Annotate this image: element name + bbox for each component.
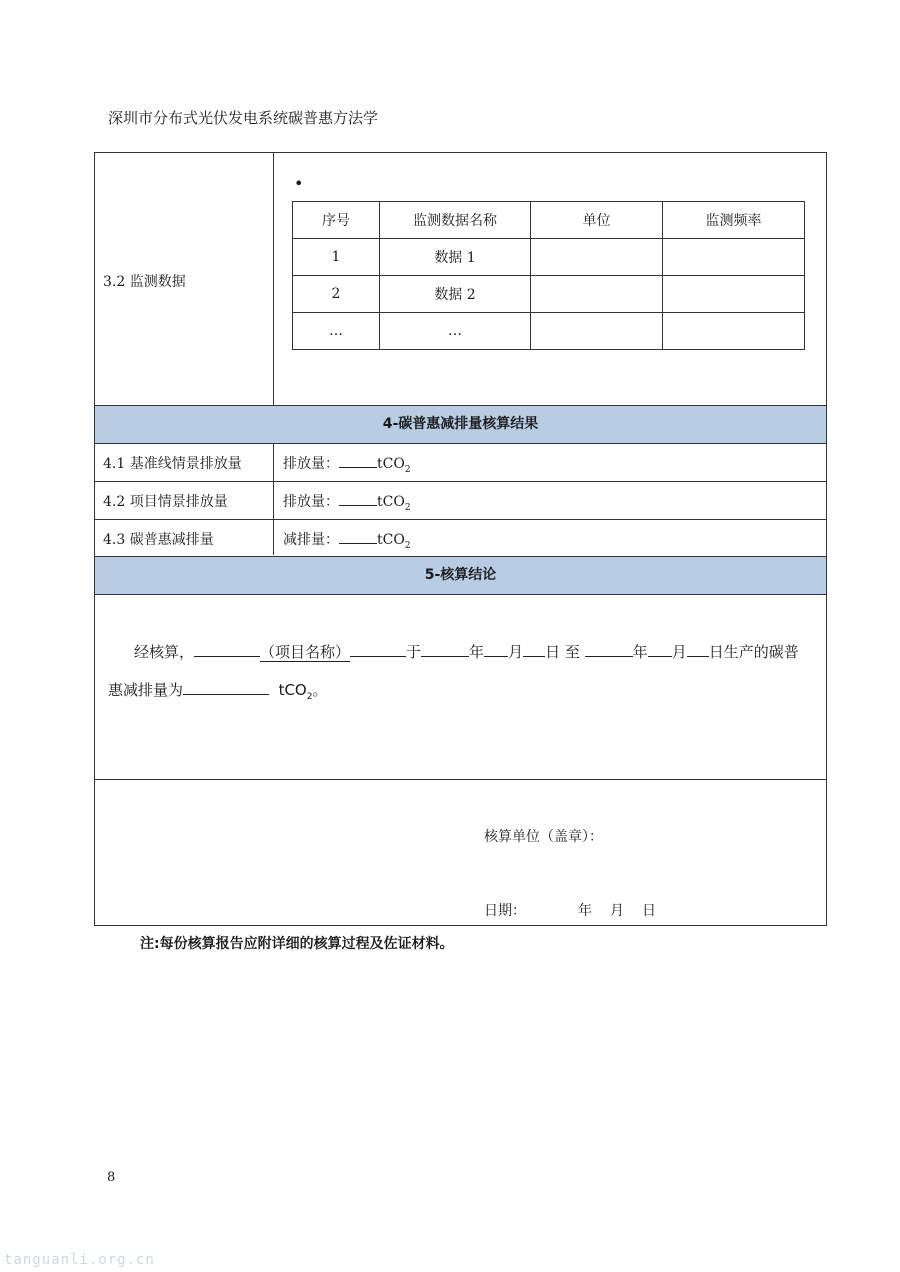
divider: [95, 481, 826, 482]
row-4-2-value: [283, 491, 411, 513]
text: 月: [508, 643, 524, 661]
unit: tCO: [377, 456, 405, 472]
signing-unit-label: 核算单位（盖章）：: [484, 829, 603, 845]
divider: [95, 594, 826, 595]
divider: [95, 405, 826, 406]
section-4-header: 4-碳普惠减排量核算结果: [95, 405, 826, 443]
header-cell: 序号: [293, 202, 380, 239]
table-cell: [663, 313, 805, 350]
unit-subscript: 2: [404, 540, 411, 551]
table-row: [293, 276, 805, 313]
section-3-2-label: 3.2 监测数据: [103, 274, 186, 290]
text: 月: [671, 643, 687, 661]
text: 至: [564, 643, 580, 661]
text: 年: [469, 643, 485, 661]
table-cell: …: [293, 313, 380, 350]
text: 年: [632, 643, 648, 661]
document-header-title: 深圳市分布式光伏发电系统碳普惠方法学: [108, 109, 379, 127]
row-4-2-label: 4.2 项目情景排放量: [103, 494, 228, 510]
column-divider-top: [273, 153, 274, 405]
page-number: 8: [107, 1170, 116, 1185]
text: 经核算，: [134, 643, 195, 661]
blank-field: [339, 491, 377, 506]
table-row: [293, 313, 805, 350]
blank-field: [585, 642, 633, 657]
unit: tCO: [278, 681, 307, 699]
text: 年: [578, 903, 592, 919]
divider: [95, 519, 826, 520]
column-divider-section4: [273, 443, 274, 555]
blank-field: [339, 529, 377, 544]
text: 月: [610, 903, 624, 919]
table-cell: [663, 276, 805, 313]
blank-field: [194, 642, 260, 657]
project-name-placeholder: （项目名称）: [260, 643, 351, 661]
table-cell: 2: [293, 276, 380, 313]
row-4-1-value: [283, 453, 411, 475]
unit-subscript: 2: [404, 464, 411, 475]
text: 惠减排量为: [108, 681, 184, 699]
unit: tCO: [377, 532, 405, 548]
text: 于: [406, 643, 422, 661]
table-header-row: [293, 202, 805, 239]
table-cell: 数据 2: [380, 276, 531, 313]
table-cell: [531, 276, 663, 313]
blank-field: [339, 453, 377, 468]
row-4-3-label: 4.3 碳普惠减排量: [103, 532, 214, 548]
text: 日: [545, 643, 561, 661]
unit-subscript: 2: [404, 502, 411, 513]
text: 。: [312, 681, 328, 699]
blank-field: [350, 642, 406, 657]
table-cell: 1: [293, 239, 380, 276]
header-cell: 单位: [531, 202, 663, 239]
value-prefix: 排放量：: [283, 456, 339, 472]
unit: tCO: [377, 494, 405, 510]
date-label: 日期：: [484, 903, 526, 919]
watermark-text: tanguanli.org.cn: [4, 1252, 155, 1268]
table-cell: …: [380, 313, 531, 350]
unit-subscript: 2: [306, 692, 313, 702]
blank-field: [523, 642, 545, 657]
signature-date: [484, 900, 656, 920]
bullet-marker: •: [294, 174, 304, 193]
row-4-3-value: [283, 529, 411, 551]
table-row: [293, 239, 805, 276]
table-cell: [531, 313, 663, 350]
value-prefix: 减排量：: [283, 532, 339, 548]
text: 日生产的碳普: [708, 643, 799, 661]
value-prefix: 排放量：: [283, 494, 339, 510]
table-cell: [663, 239, 805, 276]
section-5-header: 5-核算结论: [95, 557, 826, 594]
blank-field: [484, 642, 508, 657]
text: 日: [642, 903, 656, 919]
blank-field: [648, 642, 672, 657]
row-4-1-label: 4.1 基准线情景排放量: [103, 456, 242, 472]
table-cell: 数据 1: [380, 239, 531, 276]
blank-field: [421, 642, 469, 657]
blank-field: [687, 642, 709, 657]
header-cell: 监测数据名称: [380, 202, 531, 239]
monitoring-data-table: [292, 201, 805, 350]
blank-field: [183, 680, 269, 695]
conclusion-line-2: [108, 679, 327, 702]
footnote: 注:每份核算报告应附详细的核算过程及佐证材料。: [140, 936, 454, 952]
header-cell: 监测频率: [663, 202, 805, 239]
divider: [95, 443, 826, 444]
table-cell: [531, 239, 663, 276]
divider: [95, 779, 826, 780]
conclusion-line-1: [134, 641, 799, 662]
